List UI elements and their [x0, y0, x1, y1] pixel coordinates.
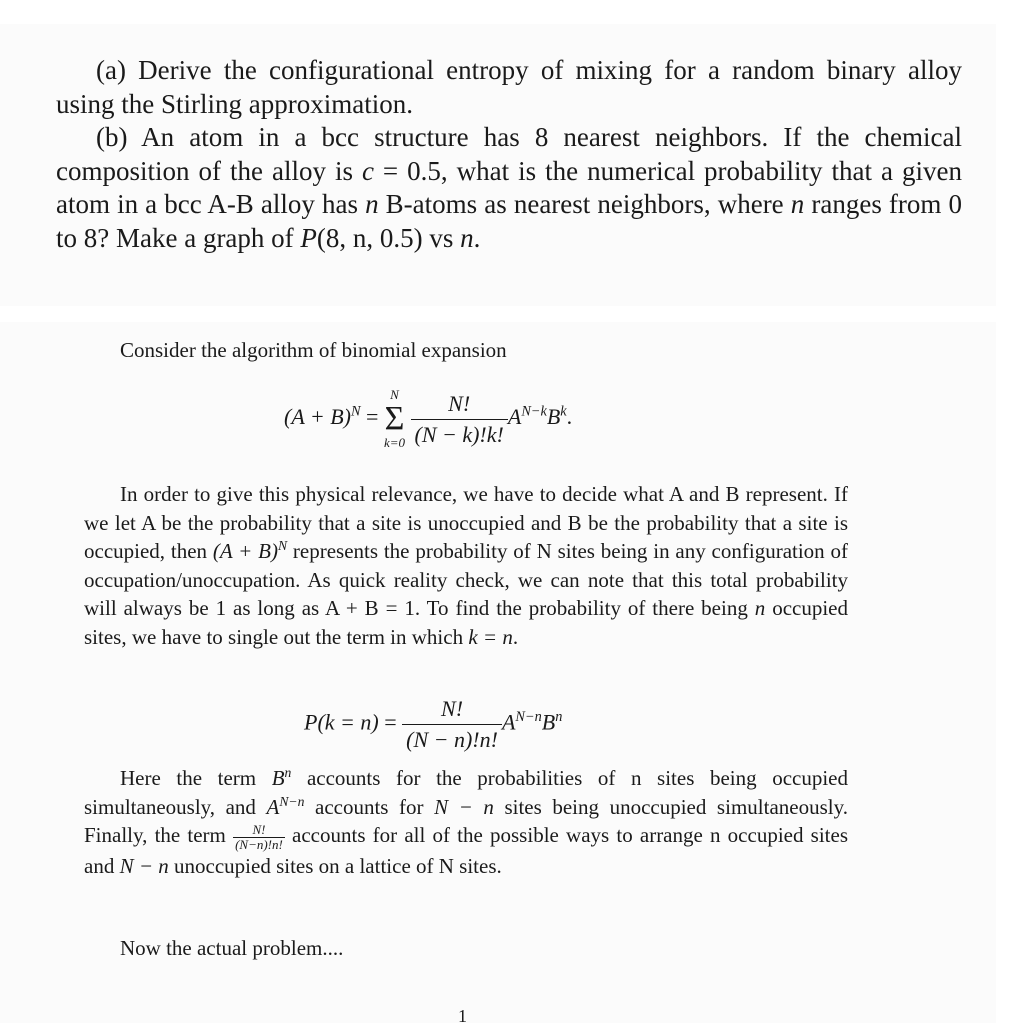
answer-intro: Consider the algorithm of binomial expansion [120, 338, 507, 362]
question-part-b: (b) An atom in a bcc structure has 8 nearest neighbors. If the chemical composition of the alloy is c = 0.5, what is the numerical probability that a given atom in a bcc A-B alloy has n B-atoms as nearest neighbors, where n ranges from 0 to 8? Make a graph of P(8, n, 0.5) vs n. [56, 122, 962, 253]
summation-symbol: N Σ k=0 [383, 387, 405, 450]
probability-fraction: $\frac{N!}{(N - n)!n!}$ [402, 694, 502, 755]
question-part-a: (a) Derive the configurational entropy of mixing for a random binary alloy using the Stirling approximation. [56, 55, 962, 119]
closing-line: Now the actual problem.... [120, 936, 344, 960]
binomial-fraction: $\frac{N!}{(N - k)!k!}$ [411, 389, 508, 450]
page-number: 1 [458, 1006, 467, 1026]
answer-paragraph-1: In order to give this physical relevance, we have to decide what A and B represent. If we let A be the probability that a site is unoccupied and B be the probability that a site is occupied, then $(A + B)^N$ represents the probability of N sites being in any configuration of occupation/unoccupation. As quick reality check, we can note that this total probability will always be 1 as long as A + B = 1. To find the probability of there being n occupied sites, we have to single out the term in which k = n. [84, 482, 849, 649]
answer-paragraph-2: Here the term $B^n$ accounts for the probabilities of n sites being occupied simultaneously, and $A^{N-n}$ accounts for N − n sites being unoccupied simultaneously. Finally, the term $\frac{N!}{(N-n)!n!}$ accounts for all of the possible ways to arrange n occupied sites and N − n unoccupied sites on a lattice of N sites. [84, 765, 848, 878]
probability-equation: P(k = n) = $\frac{N!}{(N - n)!n!}$ $A^{N-n}B^n$ [304, 694, 562, 755]
inline-fraction: $\frac{N!}{(N-n)!n!}$ [235, 821, 283, 852]
binomial-expansion-equation: $(A + B)^N$ = N Σ k=0 $\frac{N!}{(N - k)!k!}$ $A^{N-k}B^k$. [284, 387, 573, 450]
